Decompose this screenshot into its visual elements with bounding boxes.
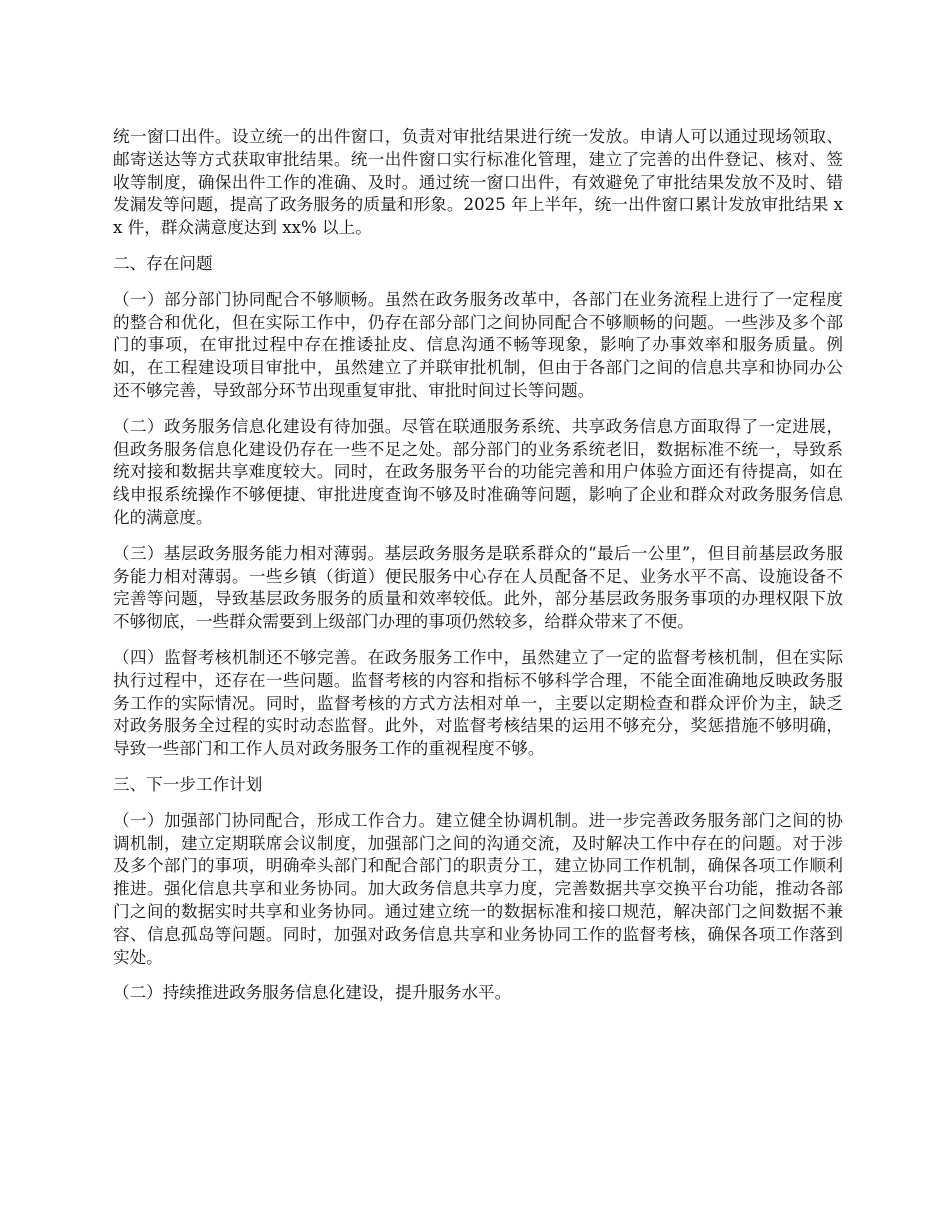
para-problem-2: （二）政务服务信息化建设有待加强。尽管在联通服务系统、共享政务信息方面取得了一定进展，但政务服务信息化建设仍存在一些不足之处。部分部门的业务系统老旧，数据标准不统一，导致系统对接和数据共享难度较大。同时，在政务服务平台的功能完善和用户体验方面还有待提高，如在线申报系统操作不够便捷、审批进度查询不够及时准确等问题，影响了企业和群众对政务服务信息化的满意度。 xyxy=(113,416,843,527)
heading-existing-problems: 二、存在问题 xyxy=(113,253,213,273)
heading-next-steps: 三、下一步工作计划 xyxy=(113,774,263,794)
para-problem-4: （四）监督考核机制还不够完善。在政务服务工作中，虽然建立了一定的监督考核机制，但在实际执行过程中，还存在一些问题。监督考核的内容和指标不够科学合理，不能全面准确地反映政务服务工作的实际情况。同时，监督考核的方式方法相对单一，主要以定期检查和群众评价为主，缺乏对政务服务全过程的实时动态监督。此外，对监督考核结果的运用不够充分，奖惩措施不够明确，导致一些部门和工作人员对政务服务工作的重视程度不够。 xyxy=(113,647,843,759)
para-plan-2: （二）持续推进政务服务信息化建设，提升服务水平。 xyxy=(113,983,512,1003)
para-plan-1: （一）加强部门协同配合，形成工作合力。建立健全协调机制。进一步完善政务服务部门之间的协调机制，建立定期联席会议制度，加强部门之间的沟通交流，及时解决工作中存在的问题。对于涉及多个部门的事项，明确牵头部门和配合部门的职责分工，建立协同工作机制，确保各项工作顺利推进。强化信息共享和业务协同。加大政务信息共享力度，完善数据共享交换平台功能，推动各部门之间的数据实时共享和业务协同。通过建立统一的数据标准和接口规范，解决部门之间数据不兼容、信息孤岛等问题。同时，加强对政务信息共享和业务协同工作的监督考核，确保各项工作落到实处。 xyxy=(113,810,843,967)
para-unified-window: 统一窗口出件。设立统一的出件窗口，负责对审批结果进行统一发放。申请人可以通过现场领取、邮寄送达等方式获取审批结果。统一出件窗口实行标准化管理，建立了完善的出件登记、核对、签收等制度，确保出件工作的准确、及时。通过统一窗口出件，有效避免了审批结果发放不及时、错发漏发等问题，提高了政务服务的质量和形象。2025 年上半年，统一出件窗口累计发放审批结果 xx 件，群众满意度达到 xx% 以上。 xyxy=(113,127,843,238)
para-problem-3: （三）基层政务服务能力相对薄弱。基层政务服务是联系群众的“最后一公里”，但目前基层政务服务能力相对薄弱。一些乡镇（街道）便民服务中心存在人员配备不足、业务水平不高、设施设备不完善等问题，导致基层政务服务的质量和效率较低。此外，部分基层政务服务事项的办理权限下放不够彻底，一些群众需要到上级部门办理的事项仍然较多，给群众带来了不便。 xyxy=(113,543,843,632)
document-page xyxy=(113,126,843,1018)
para-problem-1: （一）部分部门协同配合不够顺畅。虽然在政务服务改革中，各部门在业务流程上进行了一定程度的整合和优化，但在实际工作中，仍存在部分部门之间协同配合不够顺畅的问题。一些涉及多个部门的事项，在审批过程中存在推诿扯皮、信息沟通不畅等现象，影响了办事效率和服务质量。例如，在工程建设项目审批中，虽然建立了并联审批机制，但由于各部门之间的信息共享和协同办公还不够完善，导致部分环节出现重复审批、审批时间过长等问题。 xyxy=(113,289,843,400)
